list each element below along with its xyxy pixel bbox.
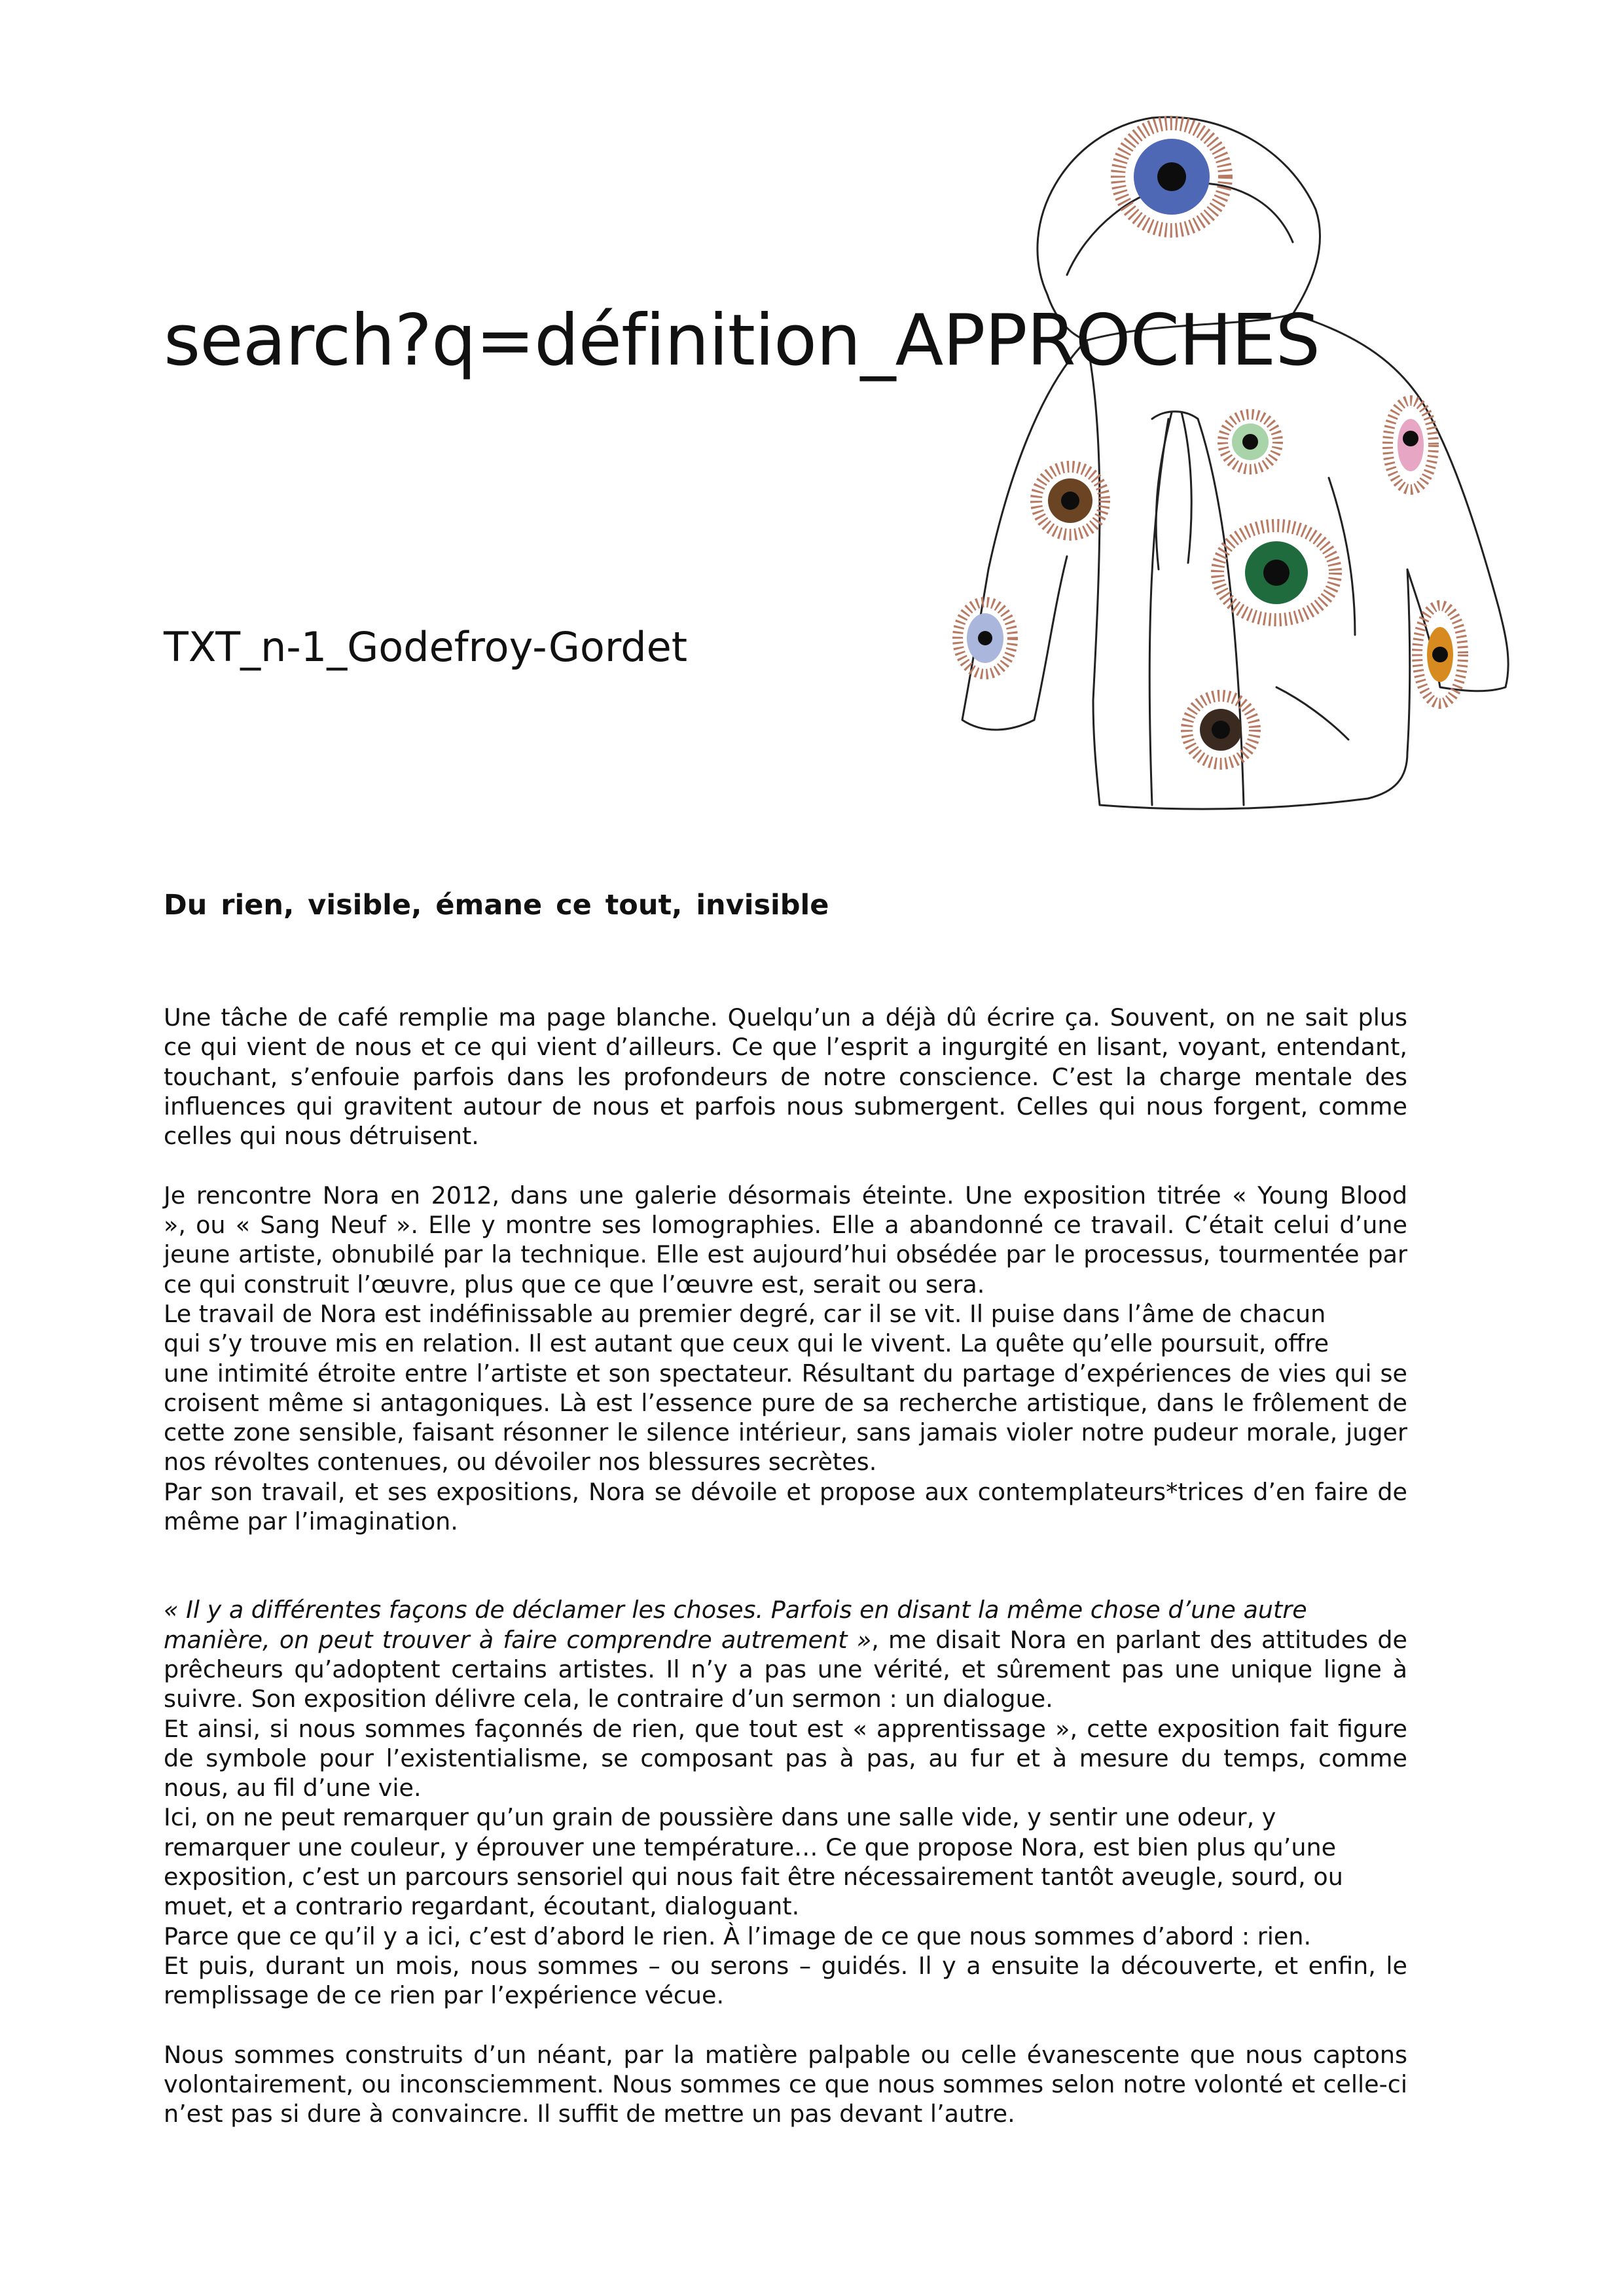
page-subtitle: TXT_n-1_Godefroy-Gordet — [164, 623, 688, 671]
paragraph-4 — [164, 2040, 1407, 2129]
text-line: », ou « Sang Neuf ». Elle y montre ses lomographies. Elle a abandonné ce travail. C’était celui d’une — [164, 1211, 1407, 1240]
text-line: Je rencontre Nora en 2012, dans une galerie désormais éteinte. Une exposition titrée « Young Blood — [164, 1181, 1407, 1210]
text-line: Parce que ce qu’il y a ici, c’est d’abord le rien. À l’image de ce que nous sommes d’abord : rien. — [164, 1922, 1312, 1950]
text-line: nos révoltes contenues, ou dévoiler nos blessures secrètes. — [164, 1448, 877, 1477]
text-line: de symbole pour l’existentialisme, se composant pas à pas, au fur et à mesure du temps, comme — [164, 1744, 1407, 1772]
paragraph-1 — [164, 1003, 1407, 1151]
text-line — [164, 1625, 1407, 1655]
text-line: prêcheurs qu’adoptent certains artistes. Il n’y a pas une vérité, et sûrement pas une unique ligne à — [164, 1655, 1407, 1683]
text-line: Et puis, durant un mois, nous sommes – ou serons – guidés. Il y a ensuite la découverte, et enfin, le — [164, 1951, 1407, 1980]
text-line: n’est pas si dure à convaincre. Il suffit de mettre un pas devant l’autre. — [164, 2100, 1015, 2128]
text-line: Par son travail, et ses expositions, Nora se dévoile et propose aux contemplateurs*trices d’en faire de — [164, 1477, 1407, 1506]
text-line: influences qui gravitent autour de nous et parfois nous submergent. Celles qui nous forgent, comme — [164, 1092, 1407, 1121]
text-line: nous, au fil d’une vie. — [164, 1774, 422, 1803]
section-heading: Du rien, visible, émane ce tout, invisible — [164, 889, 829, 922]
article-body — [164, 1003, 1407, 2159]
paragraph-2 — [164, 1181, 1407, 1537]
coat-with-eyes-icon — [936, 111, 1512, 815]
text-line: ce qui construit l’œuvre, plus que ce que l’œuvre est, serait ou sera. — [164, 1270, 985, 1299]
text-line: muet, et a contrario regardant, écoutant, dialoguant. — [164, 1892, 800, 1921]
text-line: touchant, s’enfouie parfois dans les profondeurs de notre conscience. C’est la charge mentale des — [164, 1062, 1407, 1091]
text-line: une intimité étroite entre l’artiste et son spectateur. Résultant du partage d’expériences de vies qui se — [164, 1359, 1407, 1388]
text-line: remplissage de ce rien par l’expérience vécue. — [164, 1981, 725, 2010]
text-line: qui s’y trouve mis en relation. Il est autant que ceux qui le vivent. La quête qu’elle poursuit, offre — [164, 1329, 1329, 1358]
text-line: suivre. Son exposition délivre cela, le contraire d’un sermon : un dialogue. — [164, 1685, 1053, 1713]
text-line: même par l’imagination. — [164, 1507, 458, 1536]
text-line: cette zone sensible, faisant résonner le silence intérieur, sans jamais violer notre pudeur morale, juger — [164, 1418, 1407, 1447]
text-line: Et ainsi, si nous sommes façonnés de rien, que tout est « apprentissage », cette exposition fait figure — [164, 1714, 1407, 1743]
text-line: ce qui vient de nous et ce qui vient d’ailleurs. Ce que l’esprit a ingurgité en lisant, voyant, entendant, — [164, 1033, 1407, 1062]
text-line: Ici, on ne peut remarquer qu’un grain de poussière dans une salle vide, y sentir une odeur, y — [164, 1803, 1276, 1832]
text-line: volontairement, ou inconsciemment. Nous sommes ce que nous sommes selon notre volonté et celle-ci — [164, 2070, 1407, 2099]
text-line: Nous sommes construits d’un néant, par la matière palpable ou celle évanescente que nous captons — [164, 2040, 1407, 2069]
text-line: jeune artiste, obnubilé par la technique. Elle est aujourd’hui obsédée par le processus, tourmentée par — [164, 1240, 1407, 1269]
text-line: remarquer une couleur, y éprouver une température… Ce que propose Nora, est bien plus qu’une — [164, 1833, 1337, 1861]
text-line: croisent même si antagoniques. Là est l’essence pure de sa recherche artistique, dans le frôlement de — [164, 1388, 1407, 1417]
text-line: exposition, c’est un parcours sensoriel qui nous fait être nécessairement tantôt aveugle, sourd, ou — [164, 1863, 1343, 1892]
quote-attribution: , me disait Nora en parlant des attitudes de — [871, 1625, 1407, 1654]
text-line: Une tâche de café remplie ma page blanche. Quelqu’un a déjà dû écrire ça. Souvent, on ne sait plus — [164, 1003, 1407, 1031]
text-line: celles qui nous détruisent. — [164, 1122, 479, 1151]
quote-text: manière, on peut trouver à faire comprendre autrement » — [164, 1625, 872, 1654]
page-title: search?q=définition_APPROCHES — [164, 300, 1320, 382]
text-line: Le travail de Nora est indéfinissable au premier degré, car il se vit. Il puise dans l’âme de chacun — [164, 1299, 1326, 1328]
quote-line: « Il y a différentes façons de déclamer les choses. Parfois en disant la même chose d’une autre — [164, 1596, 1307, 1624]
paragraph-3 — [164, 1595, 1407, 2010]
